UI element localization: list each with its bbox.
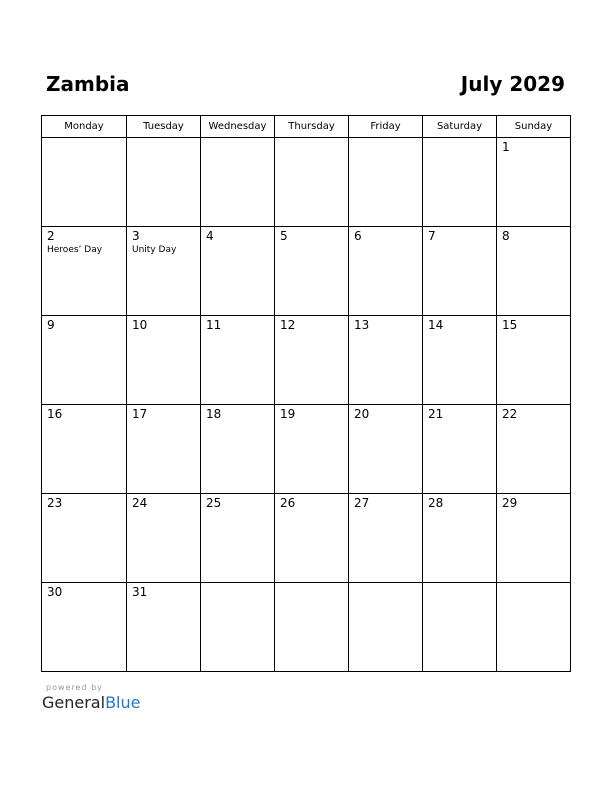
week-row <box>42 138 571 227</box>
day-cell <box>127 405 201 494</box>
day-cell <box>42 583 127 672</box>
day-cell <box>201 583 275 672</box>
day-cell <box>201 494 275 583</box>
day-cell <box>201 227 275 316</box>
day-number: 14 <box>428 318 444 332</box>
day-cell <box>275 583 349 672</box>
day-number: 9 <box>47 318 55 332</box>
day-cell <box>349 138 423 227</box>
day-cell <box>497 494 571 583</box>
logo-text-general: General <box>42 693 106 712</box>
day-number: 7 <box>428 229 436 243</box>
weekday-header: Monday <box>42 116 127 138</box>
weekday-header: Wednesday <box>201 116 275 138</box>
day-cell <box>201 405 275 494</box>
day-cell <box>275 405 349 494</box>
day-cell <box>349 405 423 494</box>
day-cell <box>423 583 497 672</box>
day-cell <box>349 316 423 405</box>
day-number: 22 <box>502 407 518 421</box>
day-cell <box>497 405 571 494</box>
day-cell <box>349 583 423 672</box>
day-cell <box>42 138 127 227</box>
weekday-header: Tuesday <box>127 116 201 138</box>
day-cell <box>423 405 497 494</box>
day-cell <box>127 583 201 672</box>
logo-text-blue: Blue <box>105 693 141 712</box>
day-number: 11 <box>206 318 222 332</box>
day-number: 20 <box>354 407 370 421</box>
day-number: 23 <box>47 496 63 510</box>
day-number: 17 <box>132 407 148 421</box>
day-number: 18 <box>206 407 222 421</box>
day-cell <box>42 316 127 405</box>
day-number: 27 <box>354 496 370 510</box>
holiday-label: Unity Day <box>132 245 177 255</box>
day-cell <box>423 316 497 405</box>
generalblue-logo[interactable] <box>42 693 140 713</box>
weekday-header: Saturday <box>423 116 497 138</box>
day-cell <box>127 494 201 583</box>
day-number: 16 <box>47 407 63 421</box>
day-cell <box>497 316 571 405</box>
day-number: 19 <box>280 407 296 421</box>
weekday-header: Sunday <box>497 116 571 138</box>
day-number: 8 <box>502 229 510 243</box>
day-number: 25 <box>206 496 222 510</box>
month-title: July 2029 <box>460 72 565 96</box>
day-number: 28 <box>428 496 444 510</box>
day-number: 15 <box>502 318 518 332</box>
weekday-header: Thursday <box>275 116 349 138</box>
week-row <box>42 405 571 494</box>
week-row <box>42 316 571 405</box>
day-number: 21 <box>428 407 444 421</box>
day-cell <box>349 227 423 316</box>
country-title: Zambia <box>46 72 130 96</box>
day-number: 30 <box>47 585 63 599</box>
day-number: 13 <box>354 318 370 332</box>
day-cell <box>423 494 497 583</box>
week-row <box>42 494 571 583</box>
day-number: 5 <box>280 229 288 243</box>
day-cell <box>275 138 349 227</box>
day-cell <box>497 583 571 672</box>
weekday-header-row <box>42 116 571 138</box>
day-cell <box>423 227 497 316</box>
day-number: 3 <box>132 229 140 243</box>
weekday-header: Friday <box>349 116 423 138</box>
day-cell <box>275 227 349 316</box>
day-cell <box>349 494 423 583</box>
day-cell <box>275 494 349 583</box>
week-row <box>42 227 571 316</box>
day-number: 24 <box>132 496 148 510</box>
day-cell <box>423 138 497 227</box>
day-number: 4 <box>206 229 214 243</box>
calendar-grid <box>41 115 571 672</box>
day-cell <box>497 138 571 227</box>
day-cell <box>201 316 275 405</box>
day-number: 2 <box>47 229 55 243</box>
day-cell <box>42 494 127 583</box>
day-cell <box>127 227 201 316</box>
day-cell <box>127 138 201 227</box>
day-cell <box>42 227 127 316</box>
day-number: 12 <box>280 318 296 332</box>
day-number: 31 <box>132 585 148 599</box>
day-cell <box>201 138 275 227</box>
day-cell <box>42 405 127 494</box>
holiday-label: Heroes’ Day <box>47 245 103 255</box>
day-cell <box>497 227 571 316</box>
day-number: 26 <box>280 496 296 510</box>
day-number: 29 <box>502 496 518 510</box>
day-cell <box>275 316 349 405</box>
day-number: 1 <box>502 140 510 154</box>
day-number: 6 <box>354 229 362 243</box>
week-row <box>42 583 571 672</box>
day-cell <box>127 316 201 405</box>
day-number: 10 <box>132 318 148 332</box>
powered-by-label: powered by <box>46 683 103 692</box>
